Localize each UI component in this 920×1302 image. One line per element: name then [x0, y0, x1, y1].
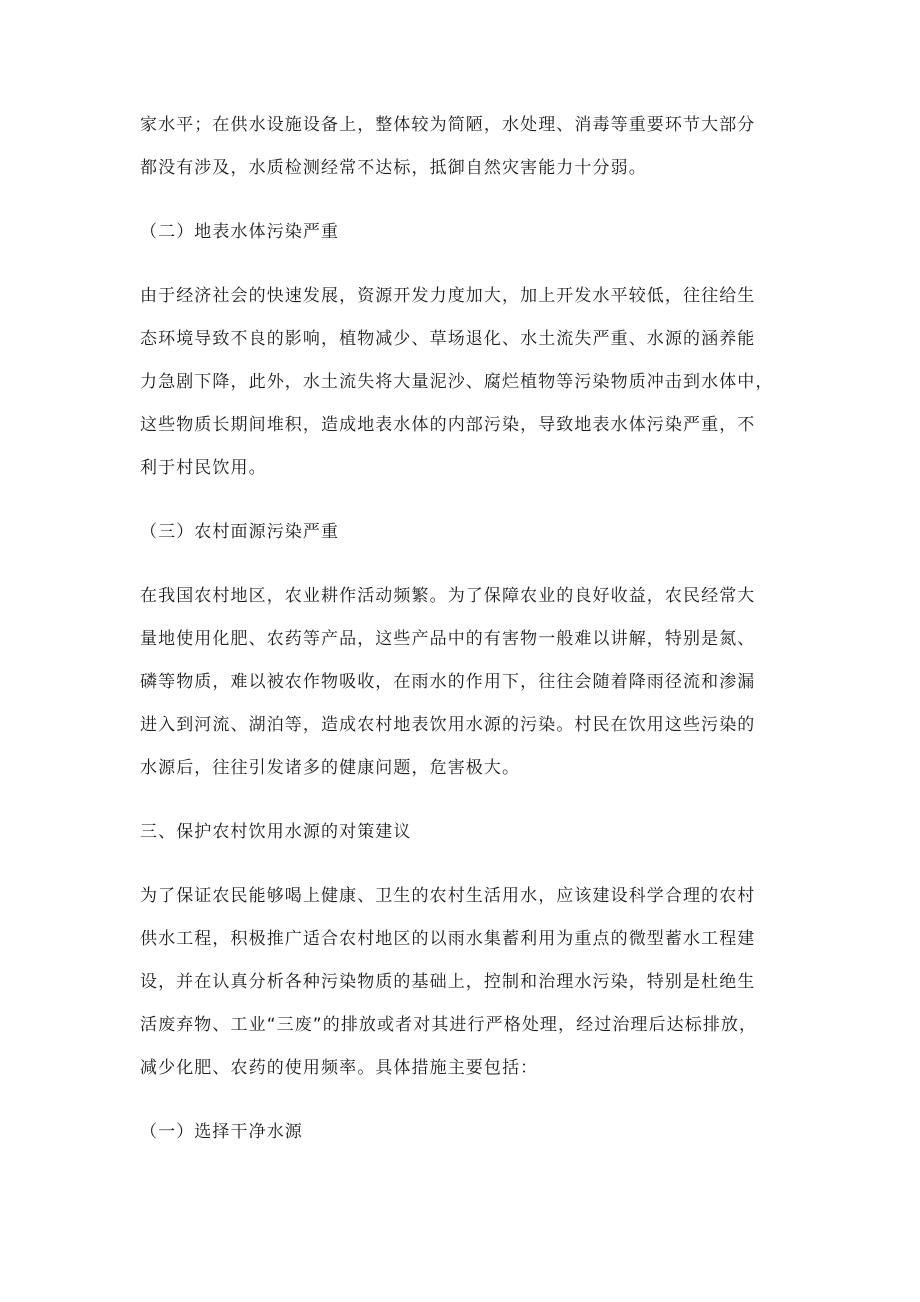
paragraph-countermeasures — [140, 875, 780, 1090]
text-line: 水源后，往往引发诸多的健康问题，危害极大。 — [140, 758, 521, 778]
heading-text: （一）选择干净水源 — [140, 1122, 303, 1142]
paragraph-water-supply-facilities — [140, 104, 780, 190]
section-heading-countermeasures — [140, 811, 780, 854]
text-line: 力急剧下降，此外，水土流失将大量泥沙、腐烂植物等污染物质冲击到水体中， — [140, 372, 774, 392]
text-line: 在我国农村地区，农业耕作活动频繁。为了保障农业的良好收益，农民经常大 — [140, 586, 756, 606]
text-line: 进入到河流、湖泊等，造成农村地表饮用水源的污染。村民在饮用这些污染的 — [140, 715, 756, 735]
text-line: 量地使用化肥、农药等产品，这些产品中的有害物一般难以讲解，特别是氮、 — [140, 629, 756, 649]
text-line: 设，并在认真分析各种污染物质的基础上，控制和治理水污染，特别是杜绝生 — [140, 972, 756, 992]
section-heading-nonpoint-source — [140, 511, 780, 554]
text-line: 供水工程，积极推广适合农村地区的以雨水集蓄利用为重点的微型蓄水工程建 — [140, 929, 756, 949]
text-line: 家水平；在供水设施设备上，整体较为简陋，水处理、消毒等重要环节大部分 — [140, 115, 756, 135]
text-line: 态环境导致不良的影响，植物减少、草场退化、水土流失严重、水源的涵养能 — [140, 329, 756, 349]
text-line: 磷等物质，难以被农作物吸收，在雨水的作用下，往往会随着降雨径流和渗漏 — [140, 672, 756, 692]
text-line: 利于村民饮用。 — [140, 458, 267, 478]
text-line: 为了保证农民能够喝上健康、卫生的农村生活用水，应该建设科学合理的农村 — [140, 886, 756, 906]
text-line: 都没有涉及，水质检测经常不达标，抵御自然灾害能力十分弱。 — [140, 158, 647, 178]
paragraph-surface-water-pollution — [140, 275, 780, 490]
section-heading-surface-water — [140, 211, 780, 254]
text-line: 减少化肥、农药的使用频率。具体措施主要包括： — [140, 1058, 539, 1078]
paragraph-nonpoint-source-pollution — [140, 575, 780, 790]
text-line: 活废弃物、工业“三废”的排放或者对其进行严格处理，经过治理后达标排放， — [140, 1015, 758, 1035]
heading-text: （三）农村面源污染严重 — [140, 522, 340, 542]
section-heading-clean-water-source — [140, 1111, 780, 1154]
document-body — [140, 104, 780, 1175]
heading-text: 三、保护农村饮用水源的对策建议 — [140, 822, 412, 842]
heading-text: （二）地表水体污染严重 — [140, 222, 340, 242]
text-line: 由于经济社会的快速发展，资源开发力度加大，加上开发水平较低，往往给生 — [140, 286, 756, 306]
text-line: 这些物质长期间堆积，造成地表水体的内部污染，导致地表水体污染严重，不 — [140, 415, 756, 435]
